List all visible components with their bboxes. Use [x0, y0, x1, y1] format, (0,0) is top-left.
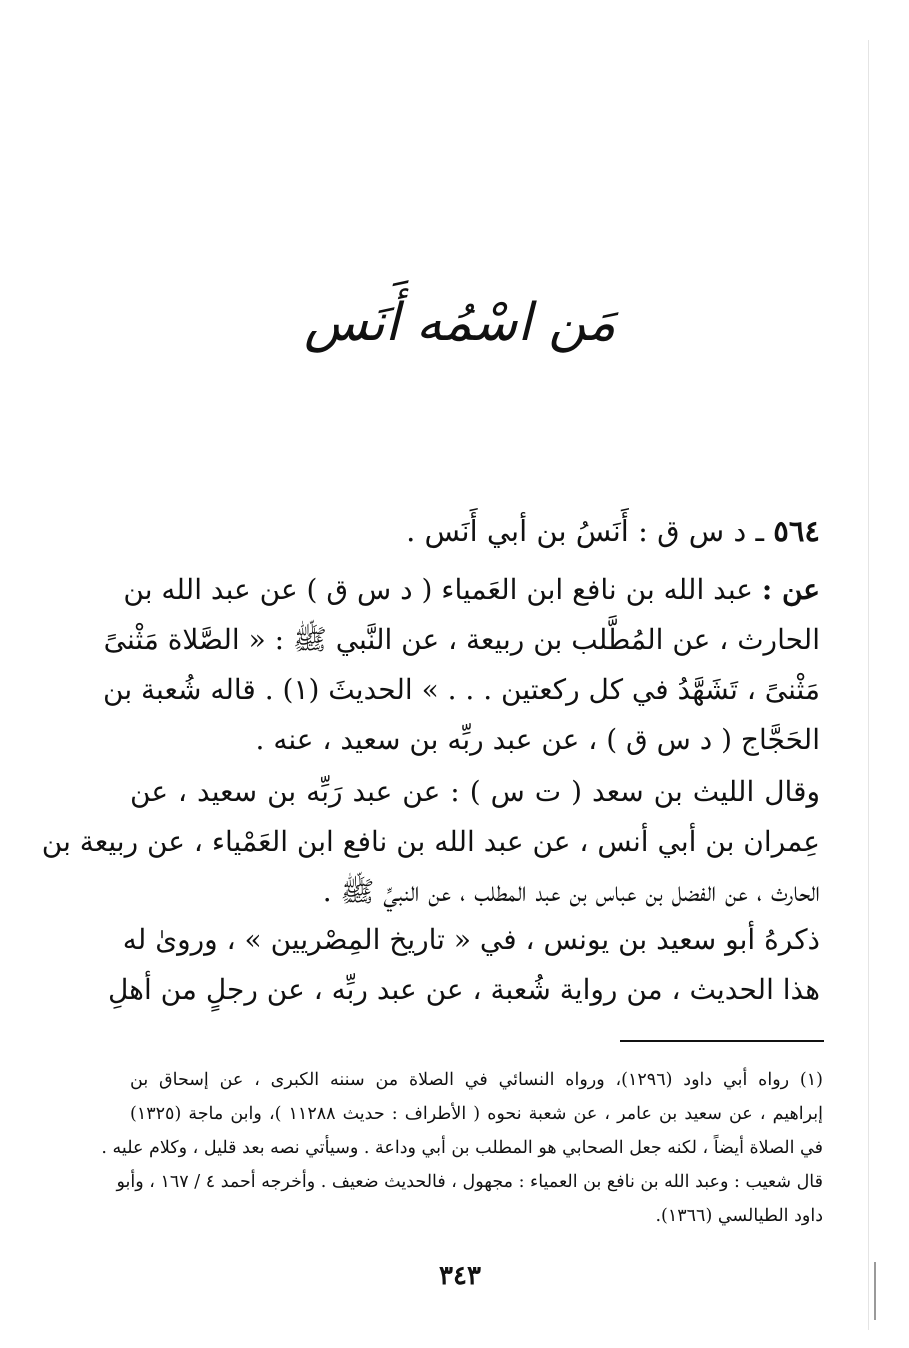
footnote-line: قال شعيب : وعبد الله بن نافع بن العمياء : مجهول ، فالحديث ضعيف . وأخرجه أحمد ٤ / ١٦٧ ، وأبو — [116, 1172, 823, 1192]
footnote-line: (١) رواه أبي داود (١٢٩٦)، ورواه النسائي في الصلاة من سننه الكبرى ، عن إسحاق بن — [130, 1070, 823, 1090]
paragraph-line: هذا الحديث ، من رواية شُعبة ، عن عبد ربِّه ، عن رجلٍ من أهلِ — [107, 973, 820, 1006]
footnotes — [101, 1063, 823, 1233]
paragraph-3 — [107, 915, 820, 1015]
paragraph-line: ذكرهُ أبو سعيد بن يونس ، في « تاريخ المِصْريين » ، وروىٰ له — [122, 923, 820, 956]
page-edge-line — [868, 40, 869, 1330]
paragraph-line: مَثْنىً ، تَشَهَّدُ في كل ركعتين . . . » الحديثَ (١) . قاله شُعبة بن — [103, 673, 820, 706]
paragraph-2 — [41, 767, 820, 917]
paragraph-1 — [103, 565, 820, 765]
footnote-line: داود الطيالسي (١٣٦٦). — [655, 1206, 823, 1226]
paragraph-line: وقال الليث بن سعد ( ت س ) : عن عبد رَبِّه بن سعيد ، عن — [130, 775, 820, 808]
paragraph-lead: عن : — [761, 573, 820, 606]
entry-sigla: ـ د س ق : — [638, 514, 765, 548]
margin-mark — [874, 1262, 876, 1320]
entry-number: ٥٦٤ — [773, 514, 820, 548]
entry-name: أَنَسُ بن أبي أَنَس . — [406, 514, 629, 548]
paragraph-line: عن : عبد الله بن نافع ابن العَمياء ( د س ق ) عن عبد الله بن — [123, 573, 820, 606]
chapter-title: مَن اسْمُه أَنَس — [304, 293, 616, 353]
paragraph-line: الحَجَّاج ( د س ق ) ، عن عبد ربِّه بن سعيد ، عنه . — [255, 723, 820, 756]
paragraph-line: الحارث ، عن المُطَّلب بن ربيعة ، عن النَّبي ﷺ : « الصَّلاة مَثْنىً — [103, 623, 820, 656]
entry-heading — [140, 506, 820, 556]
paragraph-line: عِمران بن أبي أنس ، عن عبد الله بن نافع ابن العَمْياء ، عن ربيعة بن — [41, 825, 820, 858]
footnote-line: إبراهيم ، عن سعيد بن عامر ، عن شعبة نحوه ( الأطراف : حديث ١١٢٨٨ )، وابن ماجة (١٣٢٥) — [130, 1104, 823, 1124]
footnote-separator — [620, 1040, 824, 1042]
paragraph-line: الحارث ، عن الفضل بن عباس بن عبد المطلب ، عن النبيِّ ﷺ . — [322, 875, 820, 908]
page-number: ٣٤٣ — [439, 1261, 481, 1291]
footnote-line: في الصلاة أيضاً ، لكنه جعل الصحابي هو المطلب بن أبي وداعة . وسيأتي نصه بعد قليل ، وكلام عليه . — [101, 1138, 823, 1158]
